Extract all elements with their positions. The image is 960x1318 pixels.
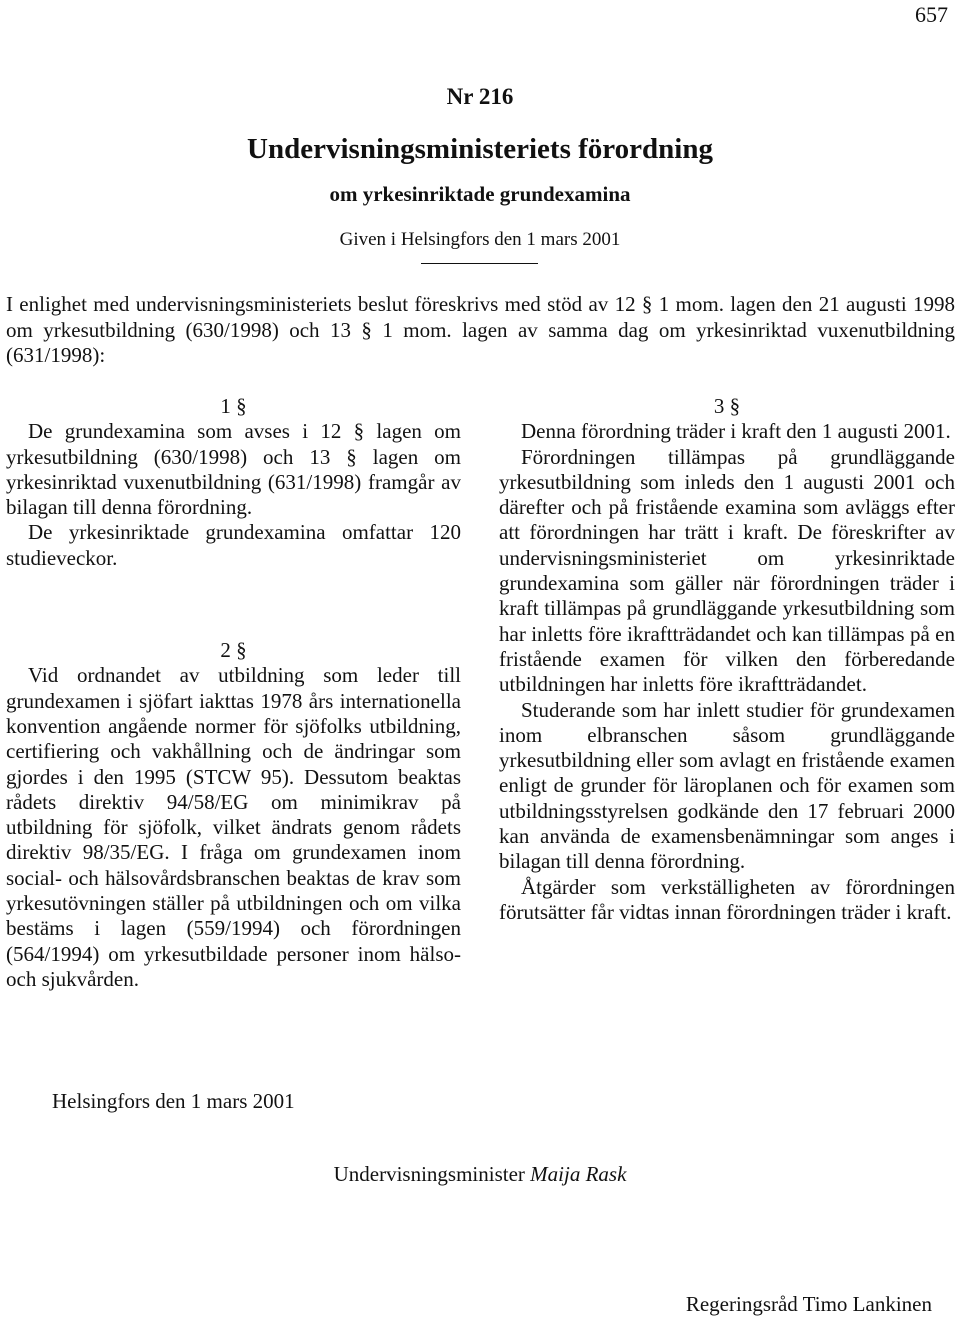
section-3-paragraph-1: Denna förordning träder i kraft den 1 augusti 2001. (521, 419, 951, 444)
section-3-paragraph-3: Studerande som har inlett studier för grundexamen inom elbranschen såsom grundläggande yrkesutbildning eller som avlagt en fristående examen enligt de grunder för läroplanen och för examen som utbildningsstyrelsen godkände den 17 februari 2000 kan använda de examensbenämningar som anges i bilagan till denna förordning. (499, 697, 955, 874)
left-column (6, 394, 461, 992)
section-3-paragraph-2: Förordningen tillämpas på grundläggande yrkesutbildning som inleds den 1 augusti 2001 och därefter och på fristående examina som avläggs efter att förordningen har trätt i kraft. De föreskrifter av undervisningsministeriet om yrkesinriktade grundexamina som gäller när förordningen träder i kraft tillämpas på grundläggande yrkesutbildning som har inletts före ikraftträdandet och kan tillämpas på en fristående examen för vilken den förberedande utbildningen har inletts före ikraftträdandet. (499, 444, 955, 697)
header-divider (421, 263, 538, 264)
document-subtitle: om yrkesinriktade grundexamina (329, 182, 631, 206)
section-3-paragraph-4: Åtgärder som verkställigheten av förordningen förutsätter får vidtas innan förordningen träder i kraft. (499, 874, 955, 924)
document-number: Nr 216 (446, 84, 514, 109)
page-number: 657 (915, 2, 948, 27)
section-2-paragraph-1: Vid ordnandet av utbildning som leder till grundexamen i sjöfart iakttas 1978 års internationella konvention angående normer för sjöfolks utbildning, certifiering och vakhållning och de ändringar som gjordes i den 1995 (STCW 95). Dessutom beaktas rådets direktiv 94/58/EG om minimikrav på utbildning för sjöfolk, vilket ändrats genom rådets direktiv 98/35/EG. I fråga om grundexamen inom social- och hälsovårdsbranschen beaktas de krav som yrkesutövningen ställer på utbildningen och om vilka bestäms i lagen (559/1994) och förordningen (564/1994) om yrkesutbildade personer inom hälso- och sjukvården. (6, 663, 461, 991)
given-date-line: Given i Helsingfors den 1 mars 2001 (339, 229, 621, 250)
minister-title: Undervisningsminister (333, 1162, 525, 1186)
section-1-paragraph-1: De grundexamina som avses i 12 § lagen om yrkesutbildning (630/1998) och 13 § lagen om yrkesinriktad vuxenutbildning (631/1998) framgår av bilagan till denna förordning. (6, 419, 461, 520)
preamble-paragraph: I enlighet med undervisningsministeriets beslut föreskrivs med stöd av 12 § 1 mom. lagen den 21 augusti 1998 om yrkesutbildning (630/1998) och 13 § 1 mom. lagen av samma dag om yrkesinriktad vuxenutbildning (631/1998): (6, 292, 955, 368)
minister-name: Maija Rask (530, 1162, 627, 1186)
section-3-heading: 3 § (713, 394, 741, 418)
counsellor-signature: Regeringsråd Timo Lankinen (685, 1292, 932, 1316)
minister-signature (0, 1162, 960, 1187)
document-title: Undervisningsministeriets förordning (247, 133, 713, 165)
section-1-paragraph-2: De yrkesinriktade grundexamina omfattar 120 studieveckor. (6, 520, 461, 570)
section-2-heading: 2 § (220, 638, 247, 663)
section-1-heading: 1 § (220, 394, 247, 418)
place-and-date: Helsingfors den 1 mars 2001 (52, 1089, 295, 1113)
right-column (499, 394, 955, 925)
